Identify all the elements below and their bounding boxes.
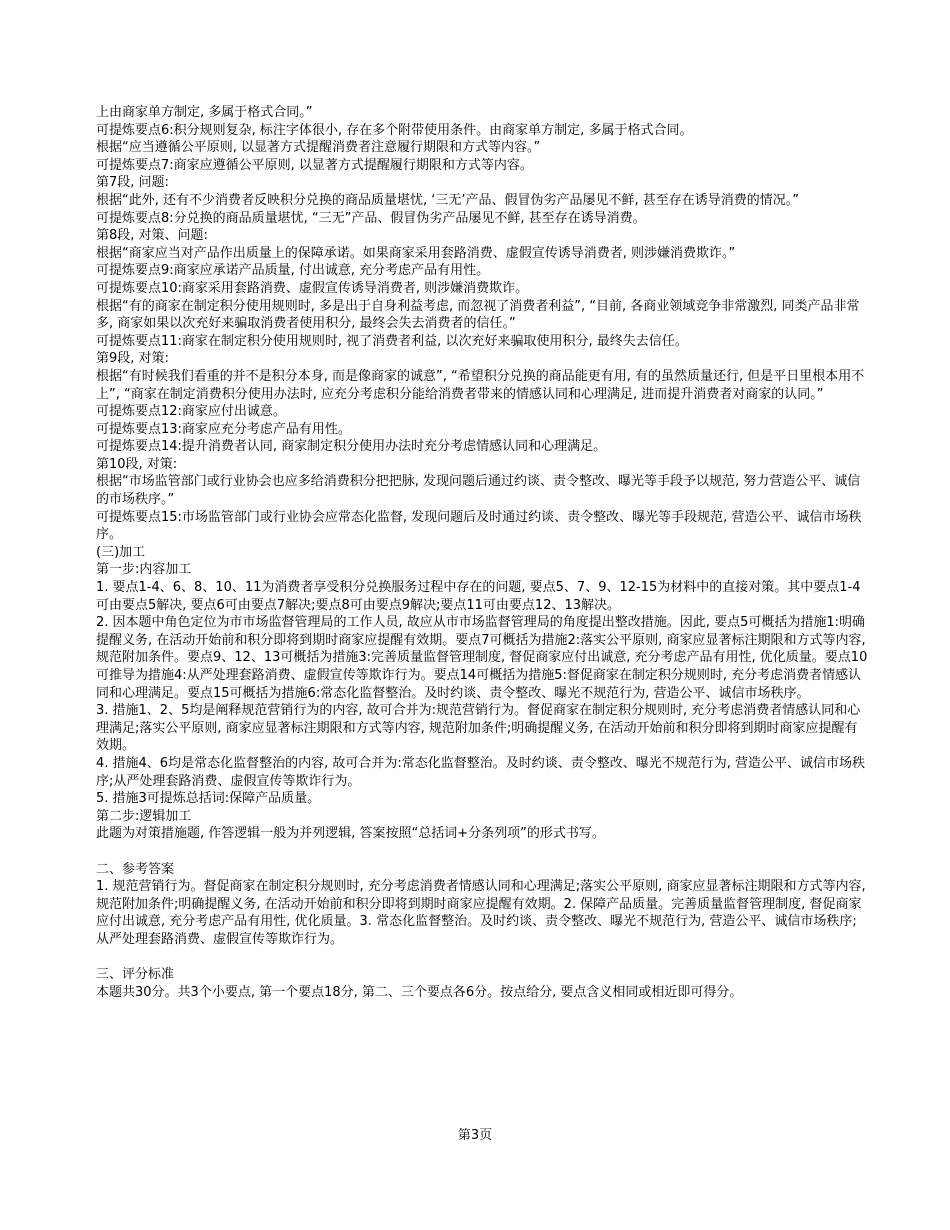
text-line-6: 根据“此外, 还有不少消费者反映积分兑换的商品质量堪忧, ‘三无’产品、假冒伪劣产品屡见不鲜, 甚至存在诱导消费的情况。”: [96, 192, 800, 208]
text-line-3: 根据“应当遵循公平原则, 以显著方式提醒消费者注意履行期限和方式等内容。”: [96, 140, 541, 156]
text-line-14: 第9段, 对策:: [96, 351, 169, 367]
text-line-13: 可提炼要点11:商家在制定积分使用规则时, 视了消费者利益, 以次充好来骗取使用积分, 最终失去信任。: [96, 333, 688, 349]
text-line-24: 1. 要点1-4、6、8、10、11为消费者享受积分兑换服务过程中存在的问题, 要点5、7、9、12-15为材料中的直接对策。其中要点1-4可由要点5解决, 要点6可由要点7解决;要点8可由要点9解决;要点11可由要点12、13解决。: [96, 580, 861, 613]
text-line-10: 可提炼要点9:商家应承诺产品质量, 付出诚意, 充分考虑产品有用性。: [96, 263, 490, 279]
text-line-5: 第7段, 问题:: [96, 175, 169, 191]
text-line-25: 2. 因本题中角色定位为市市场监督管理局的工作人员, 故应从市市场监督管理局的角度提出整改措施。因此, 要点5可概括为措施1:明确提醒义务, 在活动开始前和积分即将到期时商家应提醒有效期。要点7可概括为措施2:落实公平原则, 商家应显著标注期限和方式等内容, 规范附加条件。要点9、12、13可概括为措施3:完善质量监督管理制度, 督促商家应付出诚意, 充分考虑产品有用性, 优化质量。要点10可推导为措施4:从严处理套路消费、虚假宣传等欺诈行为。要点14可概括为措施5:督促商家在制定积分规则时, 充分考虑消费者情感认同和心理满足。要点15可概括为措施6:常态化监督整治。及时约谈、责令整改、曝光不规范行为, 营造公平、诚信市场秩序。: [96, 615, 870, 701]
text-line-2: 可提炼要点6:积分规则复杂, 标注字体很小, 存在多个附带使用条件。由商家单方制定, 多属于格式合同。: [96, 122, 693, 138]
text-line-11: 可提炼要点10:商家采用套路消费、虚假宣传诱导消费者, 则涉嫌消费欺诈。: [96, 280, 529, 296]
text-line-4: 可提炼要点7:商家应遵循公平原则, 以显著方式提醒履行期限和方式等内容。: [96, 157, 533, 173]
text-line-23: 第一步:内容加工: [96, 562, 192, 578]
text-line-20: 根据“市场监管部门或行业协会也应多给消费积分把把脉, 发现问题后通过约谈、责令整改、曝光等手段予以规范, 努力营造公平、诚信的市场秩序。”: [96, 474, 861, 508]
text-line-34: [96, 949, 868, 967]
text-line-15: 根据“有时候我们看重的并不是积分本身, 而是像商家的诚意”, “希望积分兑换的商品能更有用, 有的虽然质量还行, 但是平日里根本用不上”, “商家在制定消费积分使用办法时, 应充分考虑积分能给消费者带来的情感认同和心理满足, 进而提升消费者对商家的认同。”: [96, 368, 865, 402]
text-line-22: (三)加工: [96, 544, 146, 560]
text-line-35: 三、评分标准: [96, 967, 175, 983]
text-line-12: 根据“有的商家在制定积分使用规则时, 多是出于自身利益考虑, 而忽视了消费者利益”, “目前, 各商业领域竞争非常激烈, 同类产品非常多, 商家如果以次充好来骗取消费者使用积分, 最终会失去消费者的信任。”: [96, 298, 860, 332]
text-line-33: 1. 规范营销行为。督促商家在制定积分规则时, 充分考虑消费者情感认同和心理满足;落实公平原则, 商家应显著标注期限和方式等内容, 规范附加条件;明确提醒义务, 在活动开始前和积分即将到期时商家应提醒有效期。2. 保障产品质量。完善质量监督管理制度, 督促商家应付出诚意, 充分考虑产品有用性, 优化质量。3. 常态化监督整治。及时约谈、责令整改、曝光不规范行为, 营造公平、诚信市场秩序;从严处理套路消费、虚假宣传等欺诈行为。: [96, 879, 870, 947]
document-body: [96, 104, 868, 1001]
text-line-28: 5. 措施3可提炼总括词:保障产品质量。: [96, 791, 321, 807]
text-line-29: 第二步:逻辑加工: [96, 808, 192, 824]
text-line-19: 第10段, 对策:: [96, 456, 178, 472]
text-line-7: 可提炼要点8:分兑换的商品质量堪忧, “三无”产品、假冒伪劣产品屡见不鲜, 甚至存在诱导消费。: [96, 210, 646, 226]
text-line-36: 本题共30分。共3个小要点, 第一个要点18分, 第二、三个要点各6分。按点给分, 要点含义相同或相近即可得分。: [96, 984, 743, 1000]
text-line-18: 可提炼要点14:提升消费者认同, 商家制定积分使用办法时充分考虑情感认同和心理满足。: [96, 439, 607, 455]
text-line-30: 此题为对策措施题, 作答逻辑一般为并列逻辑, 答案按照“总括词+分条列项”的形式书写。: [96, 826, 605, 842]
text-line-1: 上由商家单方制定, 多属于格式合同。”: [96, 105, 313, 120]
page-footer: [0, 1127, 950, 1144]
text-line-31: [96, 843, 868, 861]
text-line-26: 3. 措施1、2、5均是阐释规范营销行为的内容, 故可合并为:规范营销行为。督促商家在制定积分规则时, 充分考虑消费者情感认同和心理满足;落实公平原则, 商家应显著标注期限和方式等内容, 规范附加条件;明确提醒义务, 在活动开始前和积分即将到期时商家应提醒有效期。: [96, 703, 861, 754]
text-line-9: 根据“商家应当对产品作出质量上的保障承诺。如果商家采用套路消费、虚假宣传诱导消费者, 则涉嫌消费欺诈。”: [96, 245, 736, 261]
text-line-16: 可提炼要点12:商家应付出诚意。: [96, 404, 286, 420]
text-line-32: 二、参考答案: [96, 861, 175, 877]
text-line-27: 4. 措施4、6均是常态化监督整治的内容, 故可合并为:常态化监督整治。及时约谈、责令整改、曝光不规范行为, 营造公平、诚信市场秩序;从严处理套路消费、虚假宣传等欺诈行为。: [96, 755, 865, 789]
text-line-8: 第8段, 对策、问题:: [96, 228, 208, 244]
text-line-21: 可提炼要点15:市场监管部门或行业协会应常态化监督, 发现问题后及时通过约谈、责令整改、曝光等手段规范, 营造公平、诚信市场秩序。: [96, 509, 862, 543]
page-number: 第3页: [457, 1128, 493, 1143]
text-line-17: 可提炼要点13:商家应充分考虑产品有用性。: [96, 421, 351, 437]
